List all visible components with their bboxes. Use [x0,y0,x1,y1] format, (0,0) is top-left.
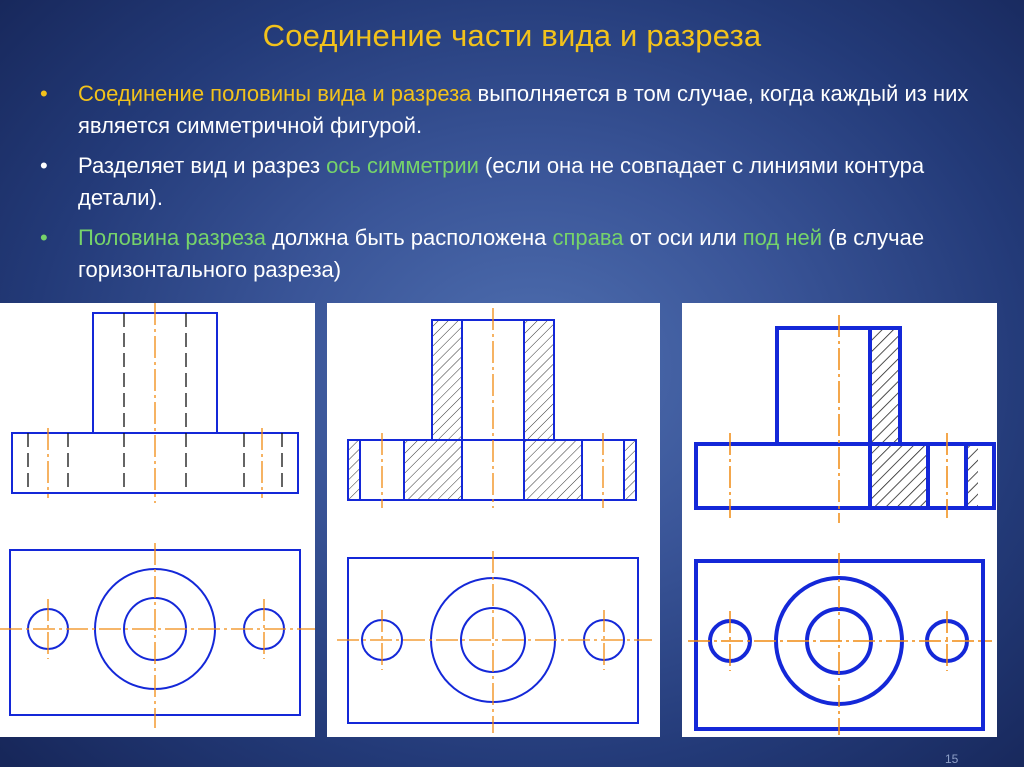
bullet-text-segment: (если она не совпадает с линиями контура детали). [78,153,925,210]
bullet-text-segment: ось симметрии [326,153,479,178]
bullet-text-segment: должна быть расположена [265,225,553,250]
bullet-item [40,222,990,286]
bullet-text-segment: (в случае горизонтального разреза) [78,225,925,282]
front-outline [696,328,994,508]
section-hatching [348,320,636,500]
slide-number: 15 [945,752,959,766]
bullet-text-segment: выполняется в том случае, когда каждый из них является симметричной фигурой. [78,81,969,138]
bullet-text-segment: под ней [742,225,823,250]
bullet-dot: • [40,81,48,106]
bullet-dot: • [40,225,48,250]
slide-title: Соединение части вида и разреза [262,18,762,53]
bullet-text-segment: справа [552,225,630,250]
section-hatching [870,328,978,508]
bullet-list [40,78,990,294]
axis-lines [48,303,262,503]
bullet-dot: • [40,153,48,178]
drawing-half-view-half-section [327,303,660,737]
top-axis-lines [0,543,315,728]
drawing-svg [327,303,660,737]
bullet-text [78,81,968,138]
bullet-text-segment: Половина разреза [78,225,266,250]
bullet-text [78,153,924,210]
bullet-item [40,150,990,214]
bullet-text-segment: от оси или [629,225,743,250]
drawing-svg [0,303,315,737]
bullet-text [78,225,924,282]
drawing-horizontal-section [682,303,997,737]
front-outline [348,320,636,500]
drawing-view-only [0,303,315,737]
bullet-text-segment: Соединение половины вида и разреза [78,81,472,106]
top-axis-lines [688,553,992,735]
bullet-text-segment: Разделяет вид и разрез [78,153,327,178]
drawing-svg [682,303,997,737]
bullet-item [40,78,990,142]
